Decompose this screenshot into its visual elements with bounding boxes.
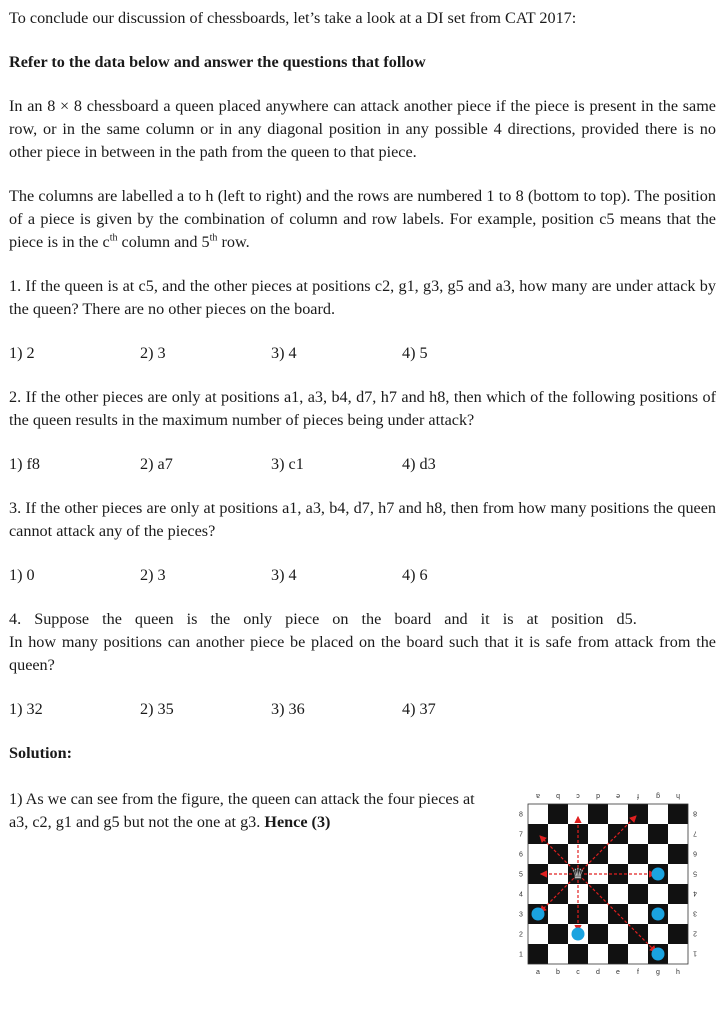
- question-4-line-1: 4. Suppose the queen is the only piece on the board and it is at position d5.: [9, 610, 637, 628]
- file-label-top: c: [576, 792, 580, 799]
- board-square: [628, 944, 648, 964]
- option: 4) 5: [402, 344, 428, 362]
- option: 2) 3: [140, 566, 166, 584]
- question-1: 1. If the queen is at c5, and the other pieces at positions c2, g1, g3, g5 and a3, how many are under attack by the queen? There are no other pieces on the board.: [9, 277, 716, 318]
- board-square: [668, 944, 688, 964]
- question-4: [9, 608, 716, 677]
- file-label: b: [556, 969, 560, 976]
- question-1-options: [9, 342, 716, 365]
- file-label-top: a: [536, 792, 540, 799]
- piece-marker: [532, 908, 545, 921]
- question-3-options: [9, 564, 716, 587]
- rank-label-right: 3: [693, 909, 697, 917]
- board-square: [528, 804, 548, 824]
- file-label: h: [676, 969, 680, 976]
- option: 2) 3: [140, 344, 166, 362]
- question-2: 2. If the other pieces are only at positions a1, a3, b4, d7, h7 and h8, then which of the following positions of the queen results in the maximum number of pieces being under attack?: [9, 388, 716, 429]
- board-square: [528, 884, 548, 904]
- rank-label: 1: [519, 951, 523, 959]
- board-square: [628, 904, 648, 924]
- document-page: [9, 7, 716, 834]
- rank-label-right: 6: [693, 849, 697, 857]
- board-square: [608, 924, 628, 944]
- option: 1) f8: [9, 455, 41, 473]
- rank-label-right: 1: [693, 949, 697, 957]
- rank-label: 3: [519, 911, 523, 919]
- board-square: [588, 944, 608, 964]
- question-2-options: [9, 453, 716, 476]
- board-square: [648, 884, 668, 904]
- queen-icon: ♛: [571, 865, 585, 883]
- board-square: [548, 804, 568, 824]
- solution-heading: Solution:: [9, 744, 72, 762]
- option: 3) 36: [271, 700, 305, 718]
- board-square: [548, 824, 568, 844]
- board-square: [528, 844, 548, 864]
- board-square: [628, 824, 648, 844]
- board-square: [668, 884, 688, 904]
- board-square: [588, 824, 608, 844]
- board-square: [648, 844, 668, 864]
- file-label-top: f: [637, 792, 639, 799]
- rank-label: 6: [519, 851, 523, 859]
- rank-label: 2: [519, 931, 523, 939]
- board-square: [648, 824, 668, 844]
- board-square: [668, 804, 688, 824]
- option: 1) 2: [9, 344, 35, 362]
- option: 2) 35: [140, 700, 174, 718]
- board-square: [668, 864, 688, 884]
- board-square: [608, 804, 628, 824]
- board-square: [648, 804, 668, 824]
- file-label: d: [596, 969, 600, 976]
- intro-text: To conclude our discussion of chessboards, let’s take a look at a DI set from CAT 2017:: [9, 9, 577, 27]
- board-square: [568, 944, 588, 964]
- board-square: [668, 844, 688, 864]
- rank-label-right: 8: [693, 809, 697, 817]
- chessboard-figure: [510, 792, 700, 982]
- rank-label: 7: [519, 831, 523, 839]
- board-square: [528, 924, 548, 944]
- option: 3) c1: [271, 455, 304, 473]
- board-square: [588, 924, 608, 944]
- question-3: 3. If the other pieces are only at positions a1, a3, b4, d7, h7 and h8, then from how many positions the queen cannot attack any of the pieces?: [9, 499, 716, 540]
- board-square: [668, 924, 688, 944]
- rank-label: 5: [519, 871, 523, 879]
- option: 4) 6: [402, 566, 428, 584]
- board-square: [588, 904, 608, 924]
- piece-marker: [652, 948, 665, 961]
- rules-paragraph: In an 8 × 8 chessboard a queen placed anywhere can attack another piece if the piece is present in the same row, or in the same column or in any diagonal position in any possible 4 directions, provided there is no other piece in between in the path from the queen to that piece.: [9, 97, 716, 161]
- option: 3) 4: [271, 344, 297, 362]
- option: 4) 37: [402, 700, 436, 718]
- board-square: [548, 904, 568, 924]
- file-label: g: [656, 969, 660, 976]
- chessboard-svg: [510, 792, 700, 982]
- board-square: [608, 944, 628, 964]
- board-square: [548, 924, 568, 944]
- option: 4) d3: [402, 455, 436, 473]
- file-label: f: [637, 969, 639, 976]
- rank-label: 4: [519, 891, 523, 899]
- piece-marker: [652, 868, 665, 881]
- board-square: [528, 944, 548, 964]
- board-square: [648, 924, 668, 944]
- file-label-top: e: [616, 792, 620, 799]
- file-label: a: [536, 969, 540, 976]
- rank-label-right: 4: [693, 889, 697, 897]
- option: 3) 4: [271, 566, 297, 584]
- rank-label-right: 5: [693, 869, 697, 877]
- file-label-top: g: [656, 792, 660, 799]
- file-label-top: h: [676, 792, 680, 799]
- board-square: [608, 844, 628, 864]
- file-label: e: [616, 969, 620, 976]
- rank-label-right: 7: [693, 829, 697, 837]
- board-square: [668, 824, 688, 844]
- rank-label: 8: [519, 811, 523, 819]
- question-4-line-2: In how many positions can another piece be placed on the board such that it is safe from attack from the queen?: [9, 633, 716, 674]
- solution-1: 1) As we can see from the figure, the queen can attack the four pieces at a3, c2, g1 and g5 but not the one at g3. Hence (3): [9, 790, 475, 831]
- board-square: [588, 804, 608, 824]
- piece-marker: [652, 908, 665, 921]
- board-square: [608, 884, 628, 904]
- option: 1) 0: [9, 566, 35, 584]
- file-label-top: d: [596, 792, 600, 799]
- board-square: [668, 904, 688, 924]
- board-square: [628, 844, 648, 864]
- rank-label-right: 2: [693, 929, 697, 937]
- file-label-top: b: [556, 792, 560, 799]
- option: 1) 32: [9, 700, 43, 718]
- piece-marker: [572, 928, 585, 941]
- file-label: c: [576, 969, 580, 976]
- question-4-options: [9, 698, 716, 721]
- labels-paragraph: The columns are labelled a to h (left to right) and the rows are numbered 1 to 8 (bottom to top). The position of a piece is given by the combination of column and row labels. For example, position c5 means that the piece is in the $c^{th}$ column and 5th row.: [9, 187, 716, 251]
- option: 2) a7: [140, 455, 173, 473]
- board-square: [628, 924, 648, 944]
- board-square: [548, 944, 568, 964]
- board-square: [628, 884, 648, 904]
- data-heading: Refer to the data below and answer the questions that follow: [9, 53, 426, 71]
